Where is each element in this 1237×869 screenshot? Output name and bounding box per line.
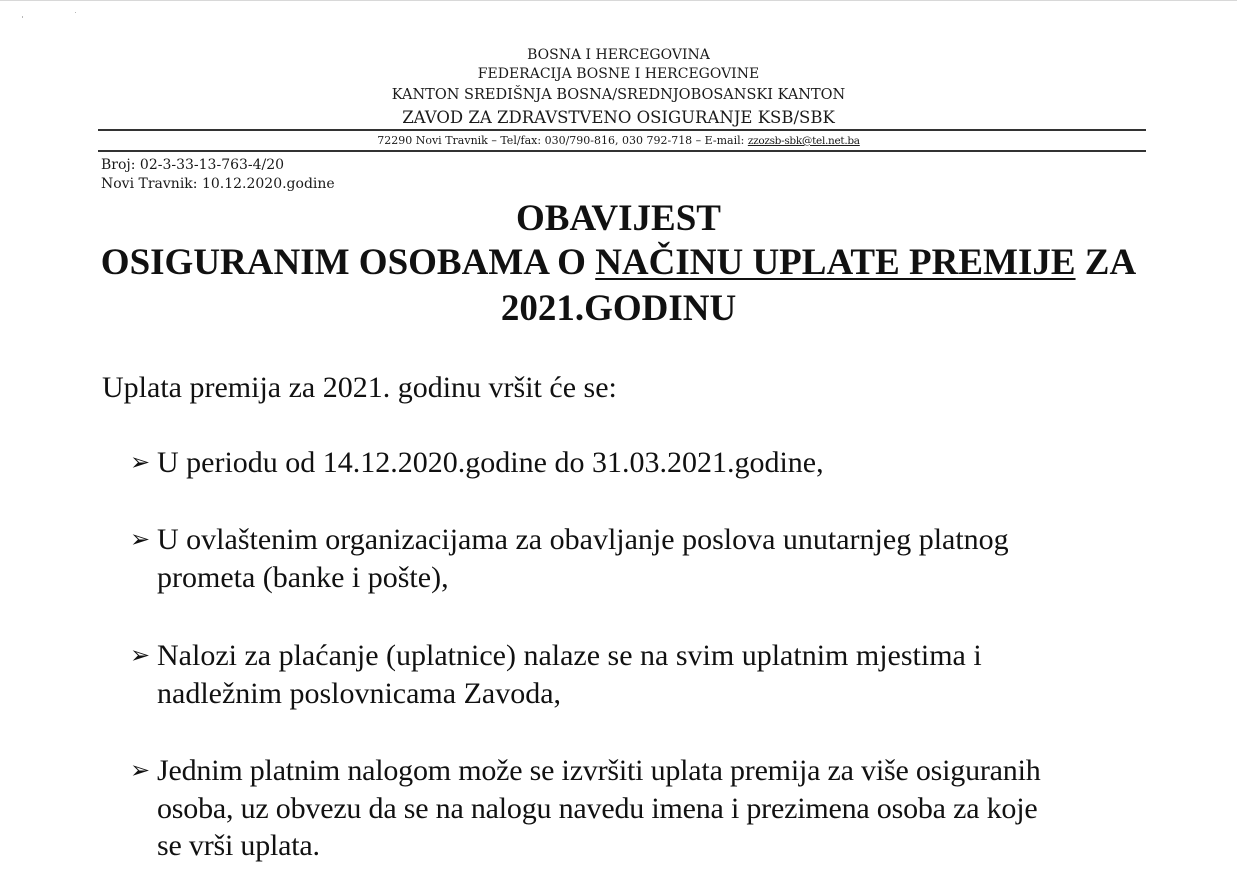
arrow-bullet-icon: ➢ — [130, 643, 151, 669]
letterhead-contact — [0, 134, 1237, 147]
arrow-bullet-icon: ➢ — [130, 527, 151, 553]
bullet-text-continued: se vrši uplata. — [157, 829, 320, 862]
reference-number: Broj: 02-3-33-13-763-4/20 — [101, 157, 285, 173]
bullet-text: Jednim platnim nalogom može se izvršiti uplata premija za više osiguranih — [157, 754, 1041, 787]
title-line-3: 2021.GODINU — [500, 288, 737, 329]
letterhead-rule-top — [98, 129, 1146, 131]
bullet-item — [130, 521, 1009, 596]
bullet-item — [130, 444, 824, 482]
scan-speck — [22, 16, 23, 18]
title-line-2-suffix: ZA — [1075, 242, 1137, 283]
title-line-2-prefix: OSIGURANIM OSOBAMA O — [100, 242, 596, 283]
contact-email-link[interactable]: zzozsb-sbk@tel.net.ba — [747, 135, 860, 147]
bullet-item — [130, 637, 982, 712]
arrow-bullet-icon: ➢ — [130, 758, 150, 784]
place-date: Novi Travnik: 10.12.2020.godine — [101, 176, 335, 192]
letterhead-rule-bottom — [98, 150, 1146, 152]
arrow-bullet-icon: ➢ — [130, 450, 151, 476]
scan-speck — [75, 12, 76, 13]
bullet-text-continued: osoba, uz obvezu da se na nalogu navedu imena i prezimena osoba za koje — [157, 792, 1038, 825]
letterhead-country: BOSNA I HERCEGOVINA — [527, 47, 710, 63]
title-line-2 — [0, 241, 1237, 284]
intro-paragraph: Uplata premija za 2021. godinu vršit će se: — [102, 371, 617, 404]
bullet-text-continued: prometa (banke i pošte), — [157, 561, 449, 594]
bullet-text: Nalozi za plaćanje (uplatnice) nalaze se na svim uplatnim mjestima i — [157, 639, 982, 672]
letterhead-federation: FEDERACIJA BOSNE I HERCEGOVINE — [477, 66, 760, 82]
page-top-edge — [0, 0, 1237, 1]
bullet-item — [130, 752, 1041, 864]
title-line-1: OBAVIJEST — [516, 198, 721, 239]
contact-details: 72290 Novi Travnik – Tel/fax: 030/790-816, 030 792-718 – E-mail: — [377, 134, 748, 147]
bullet-text-continued: nadležnim poslovnicama Zavoda, — [157, 677, 562, 710]
letterhead-institution: ZAVOD ZA ZDRAVSTVENO OSIGURANJE KSB/SBK — [402, 108, 835, 127]
letterhead-canton: KANTON SREDIŠNJA BOSNA/SREDNJOBOSANSKI KANTON — [391, 87, 846, 103]
bullet-text: U periodu od 14.12.2020.godine do 31.03.2021.godine, — [157, 446, 824, 479]
title-underlined-phrase: NAČINU UPLATE PREMIJE — [595, 242, 1076, 283]
bullet-text: U ovlaštenim organizacijama za obavljanje poslova unutarnjeg platnog — [157, 523, 1009, 556]
